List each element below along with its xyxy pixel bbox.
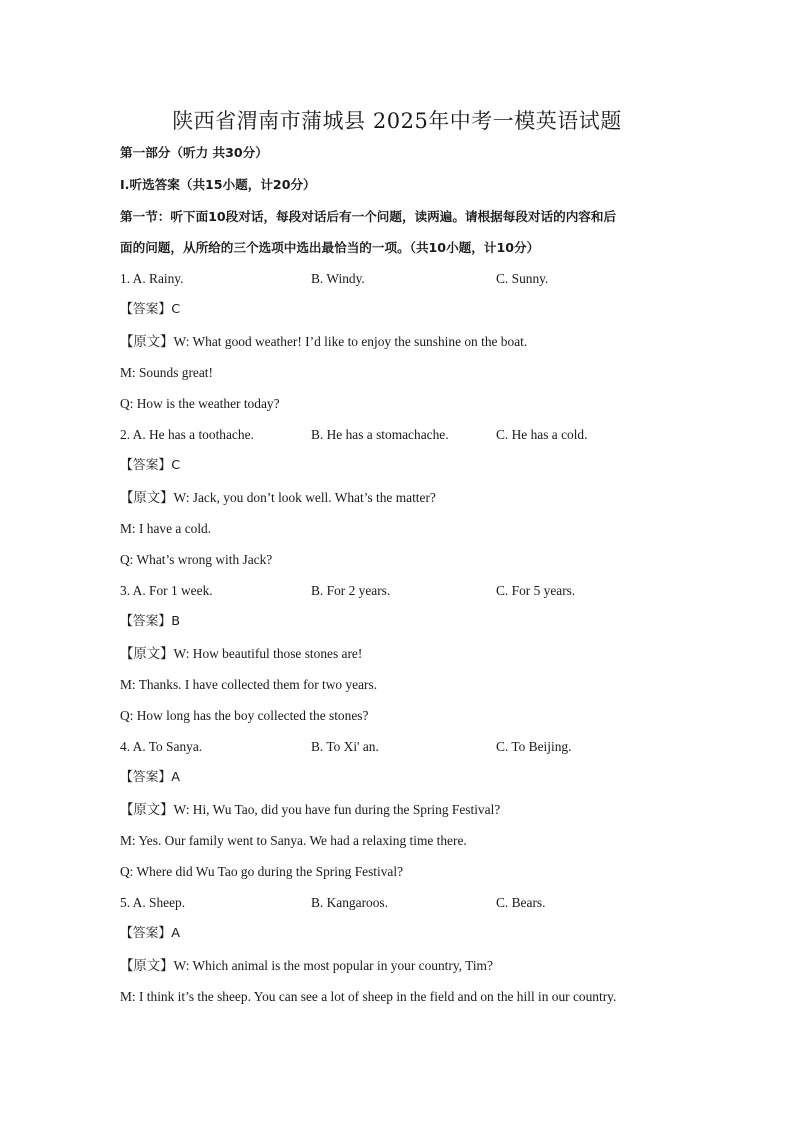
q5-option-b: B. Kangaroos. <box>311 895 388 910</box>
q1-answer: 【答案】C <box>120 302 181 317</box>
q2-option-a: 2. A. He has a toothache. <box>120 427 254 442</box>
q5-answer: 【答案】A <box>120 926 180 941</box>
q2-option-b: B. He has a stomachache. <box>311 427 449 442</box>
q1-option-c: C. Sunny. <box>496 271 549 286</box>
q2-option-c: C. He has a cold. <box>496 427 588 442</box>
q1-question: Q: How is the weather today? <box>120 396 280 411</box>
q3-question: Q: How long has the boy collected the stones? <box>120 708 369 723</box>
q3-transcript: 【原文】W: How beautiful those stones are! <box>120 646 363 661</box>
q4-option-b: B. To Xi' an. <box>311 739 379 754</box>
q4-man-line: M: Yes. Our family went to Sanya. We had a relaxing time there. <box>120 833 467 848</box>
q3-option-b: B. For 2 years. <box>311 583 391 598</box>
page-title: 陕西省渭南市蒲城县 2025年中考一模英语试题 <box>172 109 622 133</box>
q2-man-line: M: I have a cold. <box>120 521 212 536</box>
q1-option-b: B. Windy. <box>311 271 365 286</box>
q2-answer: 【答案】C <box>120 458 181 473</box>
q2-question: Q: What’s wrong with Jack? <box>120 552 273 567</box>
q5-option-a: 5. A. Sheep. <box>120 895 186 910</box>
q4-answer: 【答案】A <box>120 770 180 785</box>
q3-option-a: 3. A. For 1 week. <box>120 583 213 598</box>
q4-question: Q: Where did Wu Tao go during the Spring Festival? <box>120 864 404 879</box>
q2-transcript: 【原文】W: Jack, you don’t look well. What’s the matter? <box>120 490 436 505</box>
q4-option-c: C. To Beijing. <box>496 739 572 754</box>
q1-transcript: 【原文】W: What good weather! I’d like to enjoy the sunshine on the boat. <box>120 334 528 349</box>
q5-option-c: C. Bears. <box>496 895 546 910</box>
q4-transcript: 【原文】W: Hi, Wu Tao, did you have fun during the Spring Festival? <box>120 802 501 817</box>
q4-option-a: 4. A. To Sanya. <box>120 739 203 754</box>
q3-man-line: M: Thanks. I have collected them for two years. <box>120 677 378 692</box>
q1-option-a: 1. A. Rainy. <box>120 271 184 286</box>
section-heading: Ⅰ.听选答案（共15小题，计20分） <box>120 177 316 192</box>
instruction-line-1: 第一节：听下面10段对话，每段对话后有一个问题，读两遍。请根据每段对话的内容和后 <box>120 209 617 224</box>
q5-man-line: M: I think it’s the sheep. You can see a lot of sheep in the field and on the hill in our country. <box>120 989 617 1004</box>
q1-man-line: M: Sounds great! <box>120 365 213 380</box>
q3-option-c: C. For 5 years. <box>496 583 576 598</box>
q5-transcript: 【原文】W: Which animal is the most popular in your country, Tim? <box>120 958 493 973</box>
part-heading: 第一部分（听力 共30分） <box>120 145 268 160</box>
instruction-line-2: 面的问题，从所给的三个选项中选出最恰当的一项。（共10小题，计10分） <box>120 240 540 255</box>
q3-answer: 【答案】B <box>120 614 180 629</box>
